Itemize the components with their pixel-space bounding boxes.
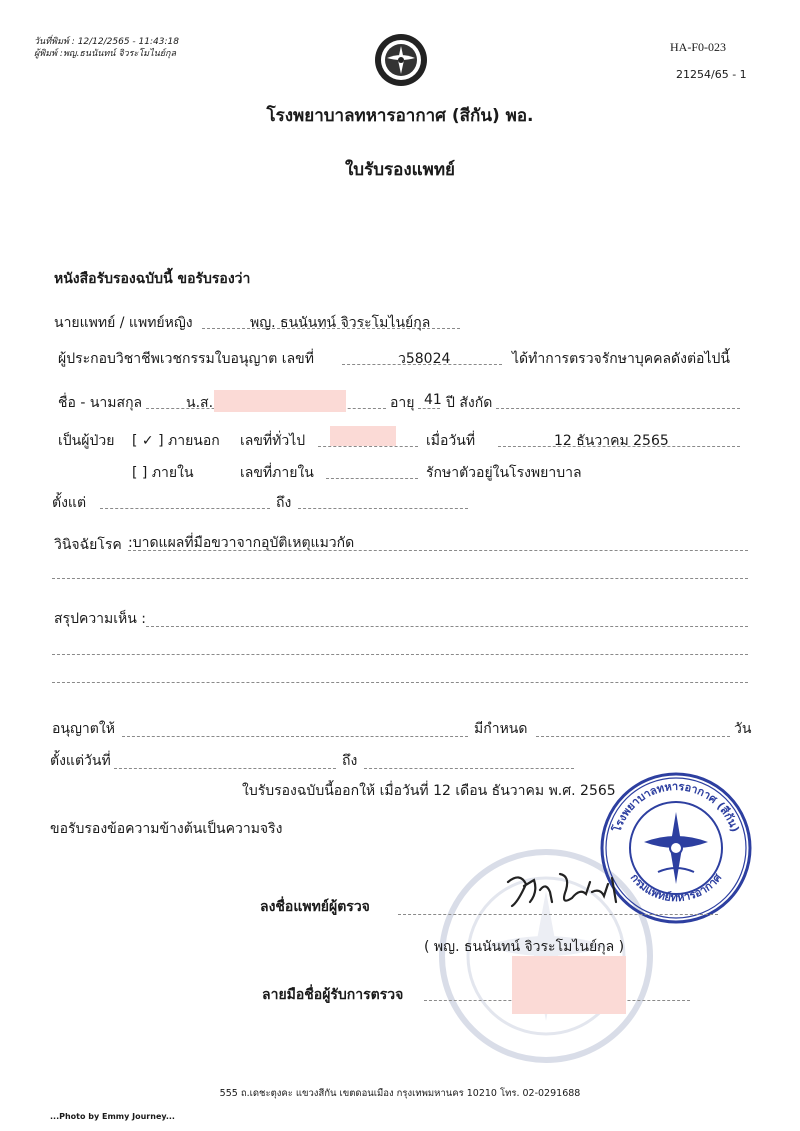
duration-line [536, 736, 730, 737]
outpatient-checkbox[interactable]: [ ✓ ] ภายนอก [132, 433, 220, 449]
license-label: ผู้ประกอบวิชาชีพเวชกรรมใบอนุญาต เลขที่ [58, 351, 314, 367]
to-line [298, 508, 468, 509]
doctor-name: พญ. ธนนันทน์ จิวระโมไนย์กุล [250, 315, 431, 331]
patient-label: เป็นผู้ป่วย [58, 433, 115, 449]
photo-credit: ...Photo by Emmy Journey... [50, 1112, 175, 1121]
age-label: อายุ [390, 395, 415, 411]
to-date-label: ถึง [342, 753, 358, 769]
diagnosis-line-2 [52, 578, 748, 579]
certify-text: ขอรับรองข้อความข้างต้นเป็นความจริง [50, 821, 283, 837]
name-label: ชื่อ - นามสกุล [58, 395, 143, 411]
diagnosis-line-1 [128, 550, 748, 551]
from-line [100, 508, 270, 509]
from-date-line [114, 768, 336, 769]
license-no: ว58024 [398, 351, 451, 367]
general-no-label: เลขที่ทั่วไป [240, 433, 306, 449]
print-date: วันที่พิมพ์ : 12/12/2565 - 11:43:18 [34, 37, 179, 47]
license-suffix: ได้ทำการตรวจรักษาบุคคลดังต่อไปนี้ [512, 351, 730, 367]
duration-label: มีกำหนด [474, 721, 528, 737]
affiliation-line [496, 408, 740, 409]
to-label: ถึง [276, 495, 292, 511]
doctor-sign-line [398, 914, 718, 915]
name-prefix: น.ส. [186, 395, 214, 411]
day-label: วัน [734, 721, 752, 737]
stamp-text-top: โรงพยาบาลทหารอากาศ (สีกัน) [610, 779, 742, 834]
doc-number: 21254/65 - 1 [676, 68, 747, 81]
inpatient-no-line [326, 478, 418, 479]
visit-date-label: เมื่อวันที่ [426, 433, 476, 449]
doc-title: ใบรับรองแพทย์ [345, 160, 455, 180]
hospital-title: โรงพยาบาลทหารอากาศ (สีกัน) พอ. [266, 106, 534, 126]
opinion-line-2 [52, 654, 748, 655]
doctor-sign-name: ( พญ. ธนนันทน์ จิวระโมไนย์กุล ) [424, 939, 625, 955]
redacted-name [214, 390, 346, 412]
admitted-label: รักษาตัวอยู่ในโรงพยาบาล [426, 465, 582, 481]
opinion-line-1 [146, 626, 748, 627]
doctor-label: นายแพทย์ / แพทย์หญิง [54, 315, 193, 331]
diagnosis-label: วินิจฉัยโรค [54, 537, 122, 553]
hospital-emblem-icon [373, 32, 429, 88]
footer-address: 555 ถ.เดชะตุงคะ แขวงสีกัน เขตดอนเมือง กรุงเทพมหานคร 10210 โทร. 02-0291688 [219, 1088, 581, 1099]
age-line [418, 408, 440, 409]
issued-line: ใบรับรองฉบับนี้ออกให้ เมื่อวันที่ 12 เดือน ธันวาคม พ.ศ. 2565 [242, 783, 616, 799]
from-date-label: ตั้งแต่วันที่ [50, 753, 111, 769]
opinion-label: สรุปความเห็น : [54, 611, 147, 627]
doctor-signature [500, 862, 630, 916]
age-value: 41 [424, 392, 442, 408]
intro-text: หนังสือรับรองฉบับนี้ ขอรับรองว่า [54, 271, 251, 287]
permit-label: อนุญาตให้ [52, 721, 115, 737]
printed-by: ผู้พิมพ์ :พญ.ธนนันทน์ จิวระโมไนย์กุล [34, 49, 177, 59]
doctor-sign-label: ลงชื่อแพทย์ผู้ตรวจ [260, 899, 370, 915]
stamp-text-bottom: กรมแพทย์ทหารอากาศ [627, 871, 725, 905]
patient-sign-label: ลายมือชื่อผู้รับการตรวจ [262, 987, 404, 1003]
redacted-patient-signature [512, 956, 626, 1014]
form-code: HA-F0-023 [670, 40, 726, 54]
redacted-general-no [330, 426, 396, 446]
from-label: ตั้งแต่ [52, 495, 87, 511]
general-no-line [318, 446, 418, 447]
inpatient-checkbox[interactable]: [ ] ภายใน [132, 465, 194, 481]
to-date-line [364, 768, 574, 769]
permit-line [122, 736, 468, 737]
age-suffix: ปี สังกัด [446, 395, 493, 411]
inpatient-no-label: เลขที่ภายใน [240, 465, 314, 481]
opinion-line-3 [52, 682, 748, 683]
visit-date: 12 ธันวาคม 2565 [554, 433, 669, 449]
diagnosis-value: :บาดแผลที่มือขวาจากอุบัติเหตุแมวกัด [128, 535, 355, 551]
